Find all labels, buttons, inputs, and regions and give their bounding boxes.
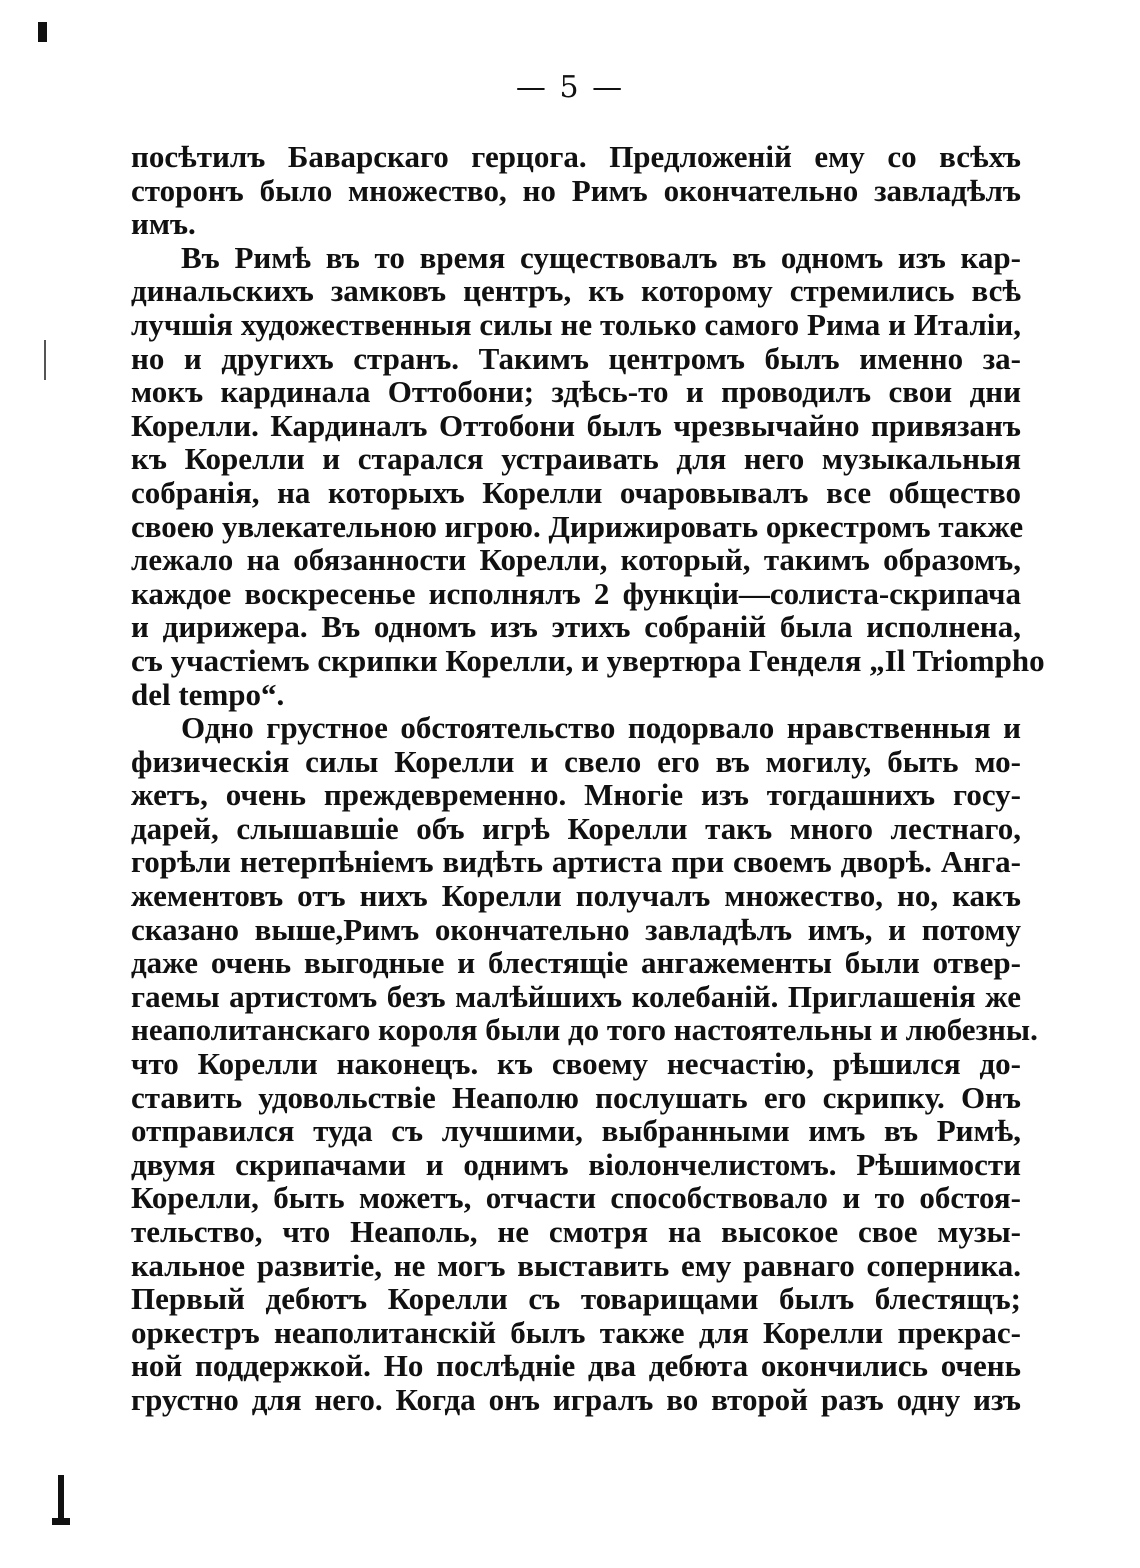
margin-scan-mark [52,1518,70,1525]
margin-scan-mark [38,22,47,42]
text-line: своею увлекательною игрою. Дирижировать оркестромъ также [131,508,1024,544]
text-line: лучшія художественныя силы не только самого Рима и Италіи, [131,306,1021,342]
text-line: неаполитанскаго короля были до того настоятельны и любезны. [131,1012,1038,1048]
text-line: жементовъ отъ нихъ Корелли получалъ множество, но, какъ [131,878,1021,914]
text-line: тельство, что Неаполь, не смотря на высокое свое музы- [131,1214,1021,1249]
text-line: мокъ кардинала Оттобони; здѣсь-то и проводилъ свои дни [131,374,1021,410]
margin-scan-line [44,340,46,380]
text-line: сказано выше,Римъ окончательно завладѣлъ имъ, и потому [131,911,1021,947]
text-line: имъ. [131,206,196,242]
text-line: ной поддержкой. Но послѣдніе два дебюта окончились очень [131,1348,1021,1384]
text-line: лежало на обязанности Корелли, который, такимъ образомъ, [131,542,1021,578]
text-line: Въ Римѣ въ то время существовалъ въ одномъ изъ кар- [181,239,1021,275]
text-line: посѣтилъ Баварскаго герцога. Предложеній ему со всѣхъ [131,139,1021,174]
text-line: гаемы артистомъ безъ малѣйшихъ колебаній. Приглашенія же [131,978,1021,1014]
page-number: — 5 — [515,70,625,105]
text-line: каждое воскресенье исполнялъ 2 функціи—солиста-скрипача [131,575,1021,611]
text-line: что Корелли наконецъ. къ своему несчастію, рѣшился до- [131,1046,1021,1082]
text-line: двумя скрипачами и однимъ віолончелистомъ. Рѣшимости [131,1146,1021,1182]
text-line: динальскихъ замковъ центръ, къ которому стремились всѣ [131,273,1021,309]
text-line: дарей, слышавшіе объ игрѣ Корелли такъ много лестнаго, [131,810,1021,846]
text-line: ставить удовольствіе Неаполю послушать его скрипку. Онъ [131,1079,1021,1115]
text-line: Одно грустное обстоятельство подорвало нравственныя и [181,710,1021,746]
text-line: del tempo“. [131,676,285,712]
text-line: но и другихъ странъ. Такимъ центромъ былъ именно за- [131,340,1021,376]
text-line: даже очень выгодные и блестящіе ангажементы были отвер- [131,945,1021,981]
text-line: горѣли нетерпѣніемъ видѣть артиста при своемъ дворѣ. Анга- [131,844,1021,880]
text-line: Первый дебютъ Корелли съ товарищами былъ блестящъ; [131,1281,1021,1317]
text-line: и дирижера. Въ одномъ изъ этихъ собраній была исполнена, [131,609,1021,645]
text-line: отправился туда съ лучшими, выбранными имъ въ Римѣ, [131,1113,1021,1149]
text-line: сторонъ было множество, но Римъ окончательно завладѣлъ [131,172,1021,208]
text-line: жетъ, очень преждевременно. Многіе изъ тогдашнихъ госу- [131,777,1021,813]
text-line: къ Корелли и старался устраивать для него музыкальныя [131,441,1021,477]
text-line: Корелли, быть можетъ, отчасти способствовало и то обстоя- [131,1180,1021,1216]
text-line: собранія, на которыхъ Корелли очаровывалъ все общество [131,474,1021,510]
text-line: оркестръ неаполитанскій былъ также для Корелли прекрас- [131,1314,1021,1350]
body-text [131,139,1045,1417]
text-line: физическія силы Корелли и свело его въ могилу, быть мо- [131,743,1021,779]
text-line: съ участіемъ скрипки Корелли, и увертюра Генделя „Il Triompho [131,642,1045,678]
text-line: грустно для него. Когда онъ игралъ во второй разъ одну изъ [131,1381,1021,1417]
text-line: кальное развитіе, не могъ выставить ему равнаго соперника. [131,1247,1021,1283]
text-line: Корелли. Кардиналъ Оттобони былъ чрезвычайно привязанъ [131,407,1021,443]
